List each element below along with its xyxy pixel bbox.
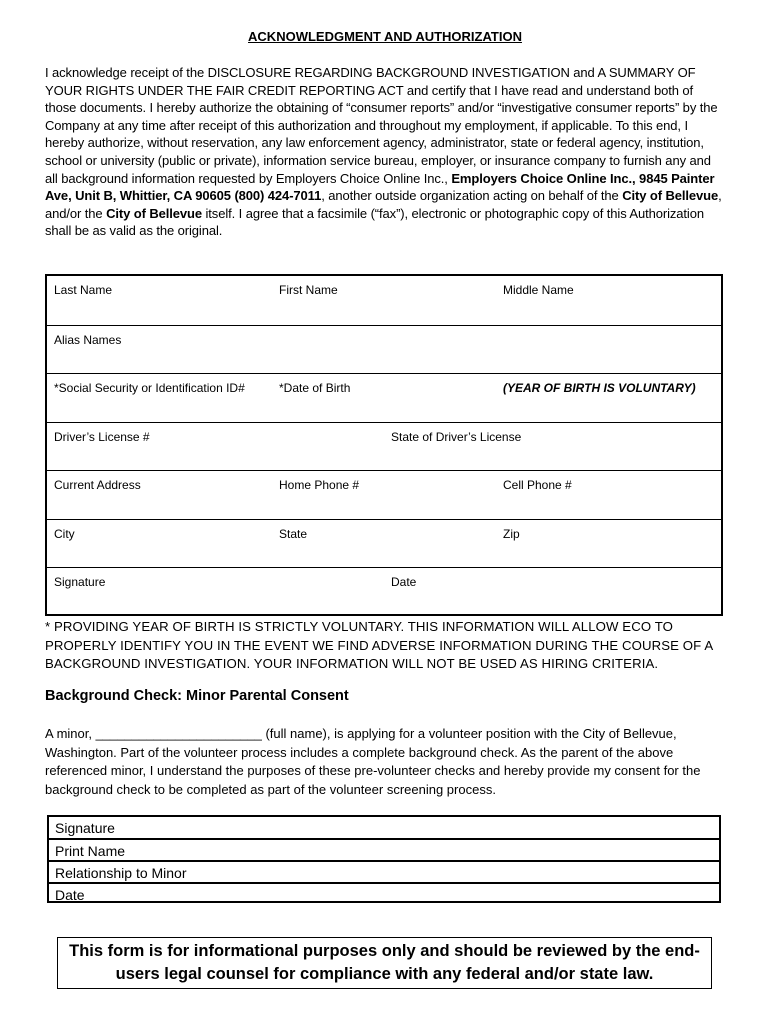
parent-date-field[interactable]: Date: [49, 882, 719, 904]
intro-text-2: , another outside organization acting on behalf of the: [321, 188, 623, 204]
parent-print-name-field[interactable]: Print Name: [49, 838, 719, 860]
zip-field[interactable]: Zip: [503, 526, 520, 541]
name-row: [47, 276, 721, 325]
license-row: [47, 422, 721, 471]
contact-row: [47, 470, 721, 519]
current-address-field[interactable]: Current Address: [54, 478, 141, 492]
signature-row: [47, 567, 721, 616]
location-row: [47, 519, 721, 568]
disclaimer-box: This form is for informational purposes only and should be reviewed by the end-users legal counsel for compliance with any federal and/or state law.: [57, 937, 712, 989]
home-phone-field[interactable]: Home Phone #: [279, 478, 360, 492]
consent-heading: Background Check: Minor Parental Consent: [45, 688, 349, 704]
id-row: [47, 373, 721, 422]
cell-phone-field[interactable]: Cell Phone #: [503, 478, 572, 492]
intro-text-1: I acknowledge receipt of the DISCLOSURE REGARDING BACKGROUND INVESTIGATION and A SUMMARY OF YOUR RIGHTS UNDER THE FAIR CREDIT REPORTING ACT and certify that I have read and understand both of those documents. I hereby authorize the obtaining of “consumer reports” and/or “investigative consumer reports” by the Company at any time after receipt of this authorization and throughout my employment, if applicable. To this end, I hereby authorize, without reservation, any law enforcement agency, administrator, state or federal agency, institution, school or university (public or private), information service bureau, employer, or insurance company to furnish any and all background information requested by Employers Choice Online Inc.,: [45, 65, 718, 186]
alias-names-field[interactable]: Alias Names: [54, 332, 122, 347]
middle-name-field[interactable]: Middle Name: [503, 283, 574, 297]
date-field[interactable]: Date: [391, 575, 417, 589]
signature-field[interactable]: Signature: [54, 575, 106, 589]
intro-city-2: City of Bellevue: [106, 205, 202, 221]
relationship-field[interactable]: Relationship to Minor: [49, 860, 719, 882]
year-of-birth-note: (YEAR OF BIRTH IS VOLUNTARY): [503, 381, 696, 395]
license-state-field[interactable]: State of Driver’s License: [391, 429, 522, 444]
date-of-birth-field[interactable]: *Date of Birth: [279, 381, 351, 395]
page-title: ACKNOWLEDGMENT AND AUTHORIZATION: [248, 29, 522, 44]
first-name-field[interactable]: First Name: [279, 283, 338, 297]
intro-city-1: City of Bellevue: [622, 188, 719, 204]
applicant-info-table: [45, 274, 723, 616]
consent-paragraph: A minor, _______________________ (full name), is applying for a volunteer position with the City of Bellevue, Washington. Part of the volunteer process includes a complete background check. As the parent of the above referenced minor, I understand the purposes of these pre-volunteer checks and hereby provide my consent for the background check to be completed as part of the volunteer screening process.: [45, 726, 701, 797]
intro-text-4: itself. I agree that a facsimile (“fax”), electronic or photographic copy of this Authorization shall be as valid as the original.: [45, 205, 704, 239]
authorization-paragraph: [45, 64, 727, 240]
state-field[interactable]: State: [279, 526, 308, 541]
drivers-license-field[interactable]: Driver’s License #: [54, 429, 150, 444]
intro-company-address: Employers Choice Online Inc., 9845 Painter Ave, Unit B, Whittier, CA 90605 (800) 424-7011: [45, 170, 715, 204]
parent-signature-field[interactable]: Signature: [55, 820, 115, 836]
city-field[interactable]: City: [54, 526, 75, 541]
parent-signature-box: [47, 815, 721, 903]
last-name-field[interactable]: Last Name: [54, 283, 113, 297]
voluntary-note: * PROVIDING YEAR OF BIRTH IS STRICTLY VOLUNTARY. THIS INFORMATION WILL ALLOW ECO TO PROPERLY IDENTIFY YOU IN THE EVENT WE FIND ADVERSE INFORMATION DURING THE COURSE OF A BACKGROUND INVESTIGATION. YOUR INFORMATION WILL NOT BE USED AS HIRING CRITERIA.: [45, 619, 713, 671]
ssn-field[interactable]: *Social Security or Identification ID#: [54, 381, 245, 395]
alias-row: [47, 325, 721, 374]
intro-text-3: , and/or the: [45, 188, 722, 221]
